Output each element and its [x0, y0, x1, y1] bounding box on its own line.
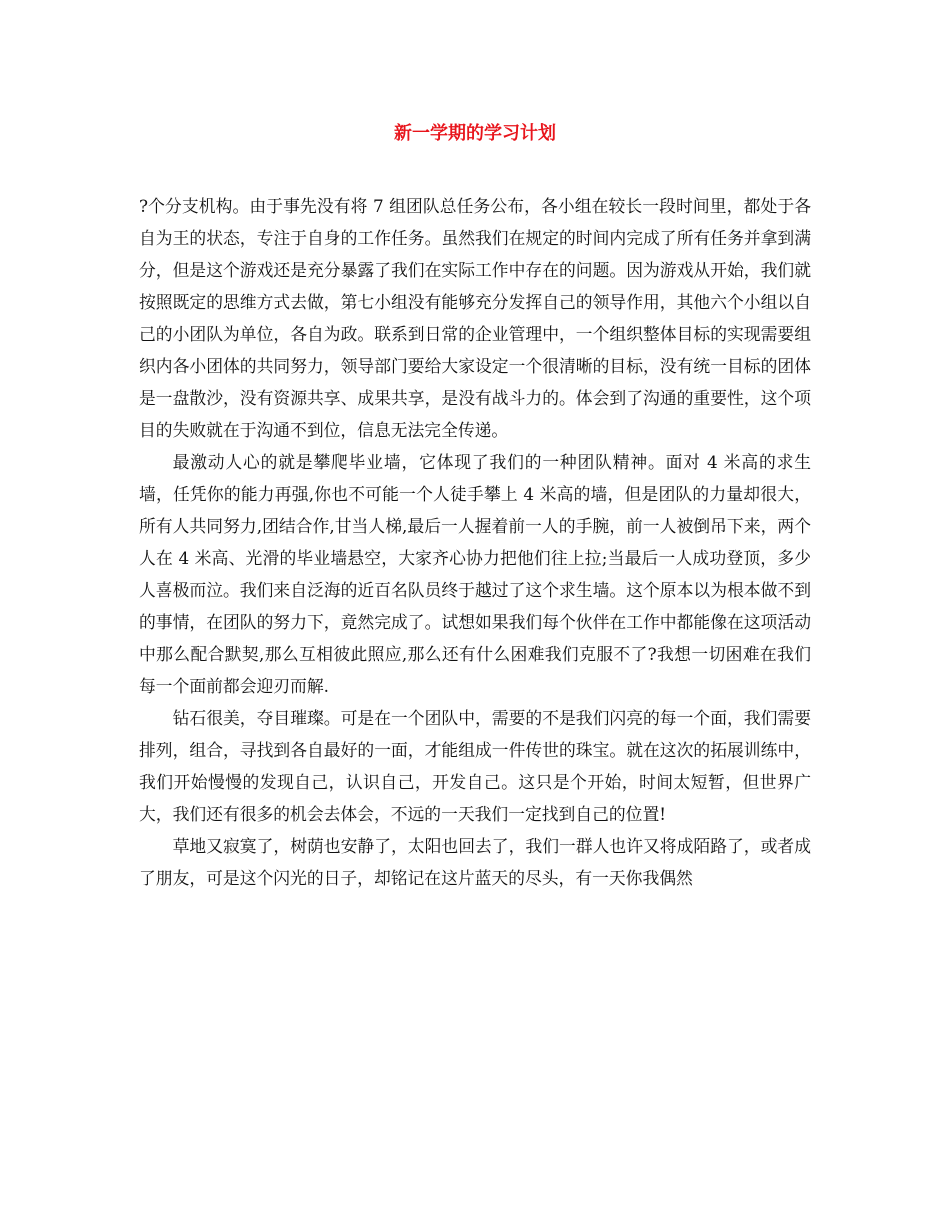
paragraph-4: 草地又寂寞了，树荫也安静了，太阳也回去了，我们一群人也许又将成陌路了，或者成了朋友，可是这个闪光的日子，却铭记在这片蓝天的尽头，有一天你我偶然 [139, 836, 811, 888]
document-body [139, 190, 811, 894]
document-title: 新一学期的学习计划 [394, 123, 556, 144]
paragraph-3: 钻石很美，夺目璀璨。可是在一个团队中，需要的不是我们闪亮的每一个面，我们需要排列，组合，寻找到各自最好的一面，才能组成一件传世的珠宝。就在这次的拓展训练中，我们开始慢慢的发现自己，认识自己，开发自己。这只是个开始，时间太短暂，但世界广大，我们还有很多的机会去体会，不远的一天我们一定找到自己的位置! [139, 708, 811, 824]
paragraph-2: 最激动人心的就是攀爬毕业墙，它体现了我们的一种团队精神。面对 4 米高的求生墙，任凭你的能力再强,你也不可能一个人徒手攀上 4 米高的墙，但是团队的力量却很大，所有人共同努力,团结合作,甘当人梯,最后一人握着前一人的手腕，前一人被倒吊下来，两个人在 4 米高、光滑的毕业墙悬空，大家齐心协力把他们往上拉;当最后一人成功登顶，多少人喜极而泣。我们来自泛海的近百名队员终于越过了这个求生墙。这个原本以为根本做不到的事情，在团队的努力下，竟然完成了。试想如果我们每个伙伴在工作中都能像在这项活动中那么配合默契,那么互相彼此照应,那么还有什么困难我们克服不了?我想一切困难在我们每一个面前都会迎刃而解. [139, 452, 811, 696]
paragraph-1: ?个分支机构。由于事先没有将 7 组团队总任务公布，各小组在较长一段时间里，都处于各自为王的状态，专注于自身的工作任务。虽然我们在规定的时间内完成了所有任务并拿到满分，但是这个游戏还是充分暴露了我们在实际工作中存在的问题。因为游戏从开始，我们就按照既定的思维方式去做，第七小组没有能够充分发挥自己的领导作用，其他六个小组以自己的小团队为单位，各自为政。联系到日常的企业管理中，一个组织整体目标的实现需要组织内各小团体的共同努力，领导部门要给大家设定一个很清晰的目标，没有统一目标的团体是一盘散沙，没有资源共享、成果共享，是没有战斗力的。体会到了沟通的重要性，这个项目的失败就在于沟通不到位，信息无法完全传递。 [139, 196, 811, 440]
